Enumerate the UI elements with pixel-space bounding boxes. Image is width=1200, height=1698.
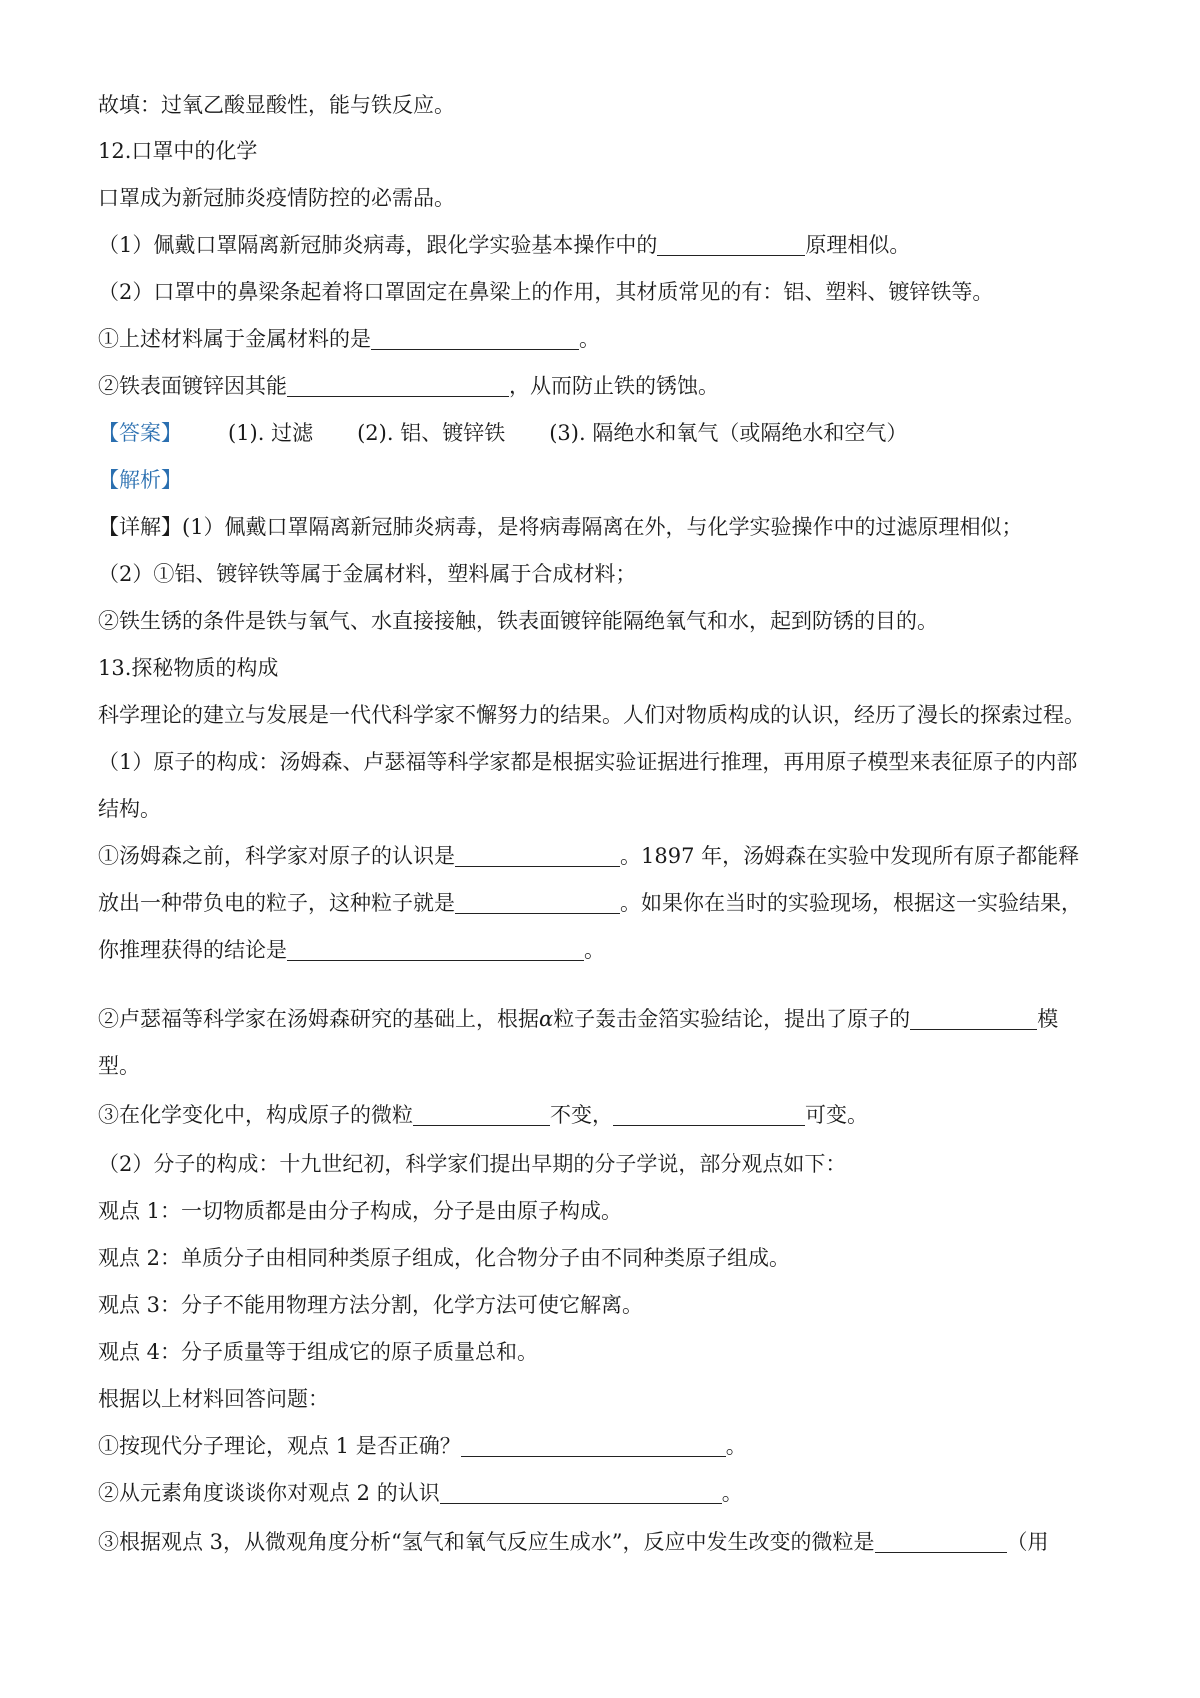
answer-item: (2). 铝、镀锌铁 bbox=[357, 421, 506, 445]
question-12-title: 12.口罩中的化学 bbox=[98, 139, 258, 163]
text-line: ③根据观点 3，从微观角度分析“氢气和氧气反应生成水”，反应中发生改变的微粒是 （用 bbox=[98, 1530, 1049, 1554]
viewpoint-2: 观点 2：单质分子由相同种类原子组成，化合物分子由不同种类原子组成。 bbox=[98, 1246, 791, 1270]
text-line: 根据以上材料回答问题： bbox=[98, 1387, 329, 1411]
text-line: ②铁表面镀锌因其能 ，从而防止铁的锈蚀。 bbox=[98, 374, 719, 398]
text-line: （2）口罩中的鼻梁条起着将口罩固定在鼻梁上的作用，其材质常见的有：铝、塑料、镀锌铁等。 bbox=[98, 280, 994, 304]
text-line: ③在化学变化中，构成原子的微粒 不变， 可变。 bbox=[98, 1103, 868, 1127]
answer-blank[interactable] bbox=[875, 1530, 1007, 1553]
viewpoint-4: 观点 4：分子质量等于组成它的原子质量总和。 bbox=[98, 1340, 539, 1364]
answer-tag: 【答案】 bbox=[98, 421, 182, 445]
answer-blank[interactable] bbox=[371, 327, 579, 350]
alpha-symbol: α bbox=[539, 1007, 554, 1031]
text-line: 【详解】(1）佩戴口罩隔离新冠肺炎病毒，是将病毒隔离在外，与化学实验操作中的过滤原理相似； bbox=[98, 515, 1023, 539]
answer-blank[interactable] bbox=[461, 1434, 726, 1457]
answer-blank[interactable] bbox=[910, 1007, 1037, 1030]
answer-blank[interactable] bbox=[657, 233, 805, 256]
answer-item: (3). 隔绝水和氧气（或隔绝水和空气） bbox=[549, 421, 908, 445]
answer-item: (1). 过滤 bbox=[228, 421, 314, 445]
answer-blank[interactable] bbox=[413, 1103, 550, 1126]
text-line: （1）原子的构成：汤姆森、卢瑟福等科学家都是根据实验证据进行推理，再用原子模型来表征原子的内部 bbox=[98, 750, 1078, 774]
answer-blank[interactable] bbox=[287, 374, 509, 397]
answer-blank[interactable] bbox=[440, 1481, 722, 1504]
question-13-title: 13.探秘物质的构成 bbox=[98, 656, 279, 680]
text-line: 结构。 bbox=[98, 797, 161, 821]
text-line: （2）分子的构成：十九世纪初，科学家们提出早期的分子学说，部分观点如下： bbox=[98, 1152, 847, 1176]
text-line: ②铁生锈的条件是铁与氧气、水直接接触，铁表面镀锌能隔绝氧气和水，起到防锈的目的。 bbox=[98, 609, 938, 633]
text-line: ②从元素角度谈谈你对观点 2 的认识 。 bbox=[98, 1481, 743, 1505]
viewpoint-3: 观点 3：分子不能用物理方法分割，化学方法可使它解离。 bbox=[98, 1293, 644, 1317]
answer-blank[interactable] bbox=[455, 891, 620, 914]
text-line: ①按现代分子理论，观点 1 是否正确？ 。 bbox=[98, 1434, 747, 1458]
answer-line bbox=[98, 418, 1102, 448]
text-line: 故填：过氧乙酸显酸性，能与铁反应。 bbox=[98, 93, 455, 117]
text-line: （1）佩戴口罩隔离新冠肺炎病毒，跟化学实验基本操作中的 原理相似。 bbox=[98, 233, 911, 257]
text-line: 你推理获得的结论是 。 bbox=[98, 938, 605, 962]
viewpoint-1: 观点 1：一切物质都是由分子构成，分子是由原子构成。 bbox=[98, 1199, 623, 1223]
text-line: ①汤姆森之前，科学家对原子的认识是 。1897 年，汤姆森在实验中发现所有原子都能释 bbox=[98, 844, 1080, 868]
answer-blank[interactable] bbox=[287, 938, 584, 961]
analysis-tag: 【解析】 bbox=[98, 468, 182, 492]
text-line: 科学理论的建立与发展是一代代科学家不懈努力的结果。人们对物质构成的认识，经历了漫长的探索过程。 bbox=[98, 703, 1085, 727]
text-line: 型。 bbox=[98, 1054, 140, 1078]
answer-blank[interactable] bbox=[455, 844, 620, 867]
text-line: （2）①铝、镀锌铁等属于金属材料，塑料属于合成材料； bbox=[98, 562, 637, 586]
text-line: 口罩成为新冠肺炎疫情防控的必需品。 bbox=[98, 186, 455, 210]
text-line: 放出一种带负电的粒子，这种粒子就是 。如果你在当时的实验现场，根据这一实验结果， bbox=[98, 891, 1082, 915]
analysis-line bbox=[98, 465, 1102, 495]
answer-blank[interactable] bbox=[613, 1103, 805, 1126]
text-line: ②卢瑟福等科学家在汤姆森研究的基础上，根据α粒子轰击金箔实验结论，提出了原子的 模 bbox=[98, 1007, 1059, 1031]
text-line: ①上述材料属于金属材料的是 。 bbox=[98, 327, 600, 351]
